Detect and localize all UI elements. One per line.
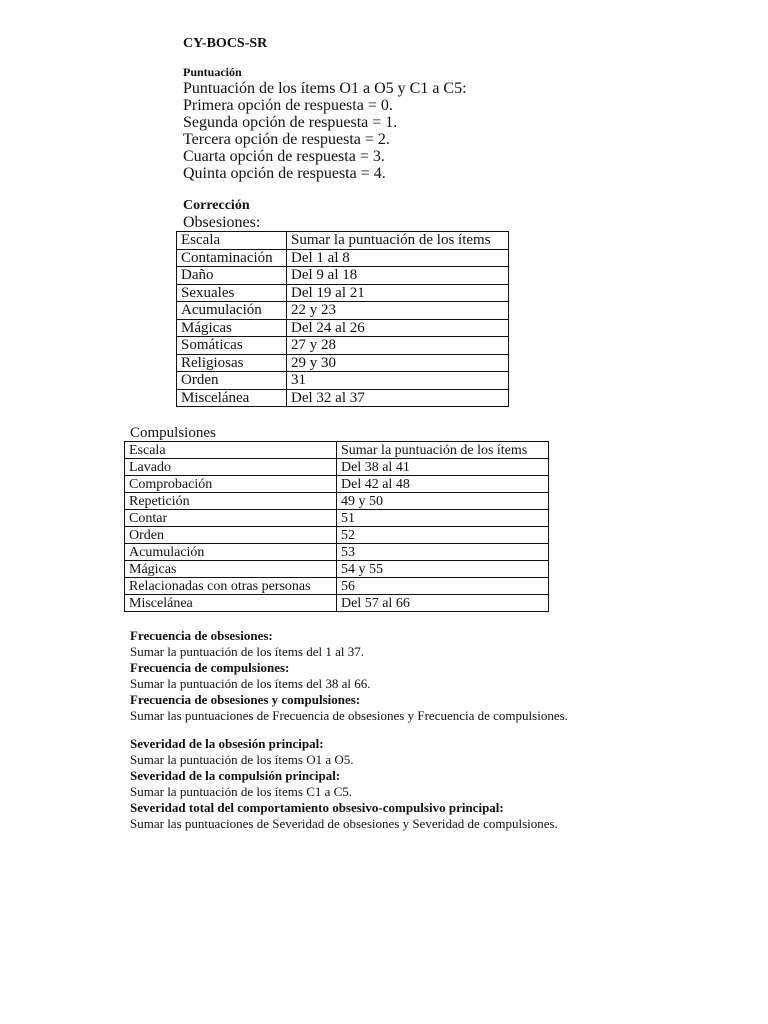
scoring-instructions [183,80,467,182]
table-cell: Mágicas [125,561,337,578]
table-cell: Contar [125,510,337,527]
table-cell: Repetición [125,493,337,510]
table-cell: Lavado [125,459,337,476]
table-row [177,372,509,390]
table-cell: Orden [177,372,287,390]
note-title: Severidad total del comportamiento obsesivo-compulsivo principal: [130,800,504,815]
table-row [125,578,549,595]
table-cell: 49 y 50 [337,493,549,510]
severity-notes [130,736,558,832]
table-cell: 52 [337,527,549,544]
table-cell: Relacionadas con otras personas [125,578,337,595]
table-cell: Del 19 al 21 [287,284,509,302]
note-text: Sumar la puntuación de los ítems C1 a C5. [130,784,353,799]
compulsions-label: Compulsiones [130,425,216,441]
frequency-notes [130,628,568,724]
table-row [177,389,509,407]
table-header-cell: Escala [177,232,287,250]
table-cell: Comprobación [125,476,337,493]
table-cell: Religiosas [177,354,287,372]
table-row [177,302,509,320]
table-cell: Somáticas [177,337,287,355]
table-cell: 54 y 55 [337,561,549,578]
table-row [177,337,509,355]
table-cell: Contaminación [177,249,287,267]
table-row [125,544,549,561]
table-cell: Del 42 al 48 [337,476,549,493]
table-row [125,459,549,476]
table-row [125,476,549,493]
table-row [125,493,549,510]
note-text: Sumar la puntuación de los ítems O1 a O5. [130,752,354,767]
note-text: Sumar la puntuación de los ítems del 1 al 37. [130,644,364,659]
table-row [177,284,509,302]
table-cell: Del 38 al 41 [337,459,549,476]
note-title: Frecuencia de compulsiones: [130,660,290,675]
note-text: Sumar las puntuaciones de Frecuencia de obsesiones y Frecuencia de compulsiones. [130,708,568,723]
table-cell: Acumulación [177,302,287,320]
note-title: Severidad de la obsesión principal: [130,736,324,751]
table-header-row [177,232,509,250]
table-cell: Del 24 al 26 [287,319,509,337]
scoring-line: Puntuación de los ítems O1 a O5 y C1 a C5: [183,80,467,97]
table-cell: 27 y 28 [287,337,509,355]
table-row [177,249,509,267]
table-header-row [125,442,549,459]
scoring-line: Segunda opción de respuesta = 1. [183,114,398,131]
obsessions-label: Obsesiones: [183,214,261,231]
table-cell: Del 9 al 18 [287,267,509,285]
scoring-line: Primera opción de respuesta = 0. [183,97,393,114]
table-cell: 29 y 30 [287,354,509,372]
table-cell: 56 [337,578,549,595]
correction-heading: Corrección [183,198,250,213]
table-cell: Sexuales [177,284,287,302]
table-cell: 31 [287,372,509,390]
table-header-cell: Sumar la puntuación de los ítems [287,232,509,250]
note-title: Severidad de la compulsión principal: [130,768,341,783]
table-row [177,354,509,372]
table-cell: 53 [337,544,549,561]
table-row [177,319,509,337]
obsessions-table [176,231,509,407]
table-header-cell: Sumar la puntuación de los ítems [337,442,549,459]
note-text: Sumar la puntuación de los ítems del 38 al 66. [130,676,371,691]
table-row [125,510,549,527]
table-cell: Del 57 al 66 [337,595,549,612]
note-text: Sumar las puntuaciones de Severidad de obsesiones y Severidad de compulsiones. [130,816,558,831]
table-cell: Acumulación [125,544,337,561]
note-title: Frecuencia de obsesiones: [130,628,273,643]
table-row [125,561,549,578]
table-row [125,527,549,544]
table-row [125,595,549,612]
scoring-line: Tercera opción de respuesta = 2. [183,131,390,148]
table-header-cell: Escala [125,442,337,459]
table-row [177,267,509,285]
table-cell: Orden [125,527,337,544]
table-cell: Del 32 al 37 [287,389,509,407]
table-cell: Miscelánea [177,389,287,407]
table-cell: 22 y 23 [287,302,509,320]
document-title: CY-BOCS-SR [183,36,268,51]
table-cell: Del 1 al 8 [287,249,509,267]
table-cell: Mágicas [177,319,287,337]
table-cell: 51 [337,510,549,527]
compulsions-table [124,441,549,612]
scoring-line: Quinta opción de respuesta = 4. [183,165,386,182]
scoring-line: Cuarta opción de respuesta = 3. [183,148,385,165]
table-cell: Daño [177,267,287,285]
section-subtitle: Puntuación [183,65,242,79]
table-cell: Miscelánea [125,595,337,612]
note-title: Frecuencia de obsesiones y compulsiones: [130,692,361,707]
